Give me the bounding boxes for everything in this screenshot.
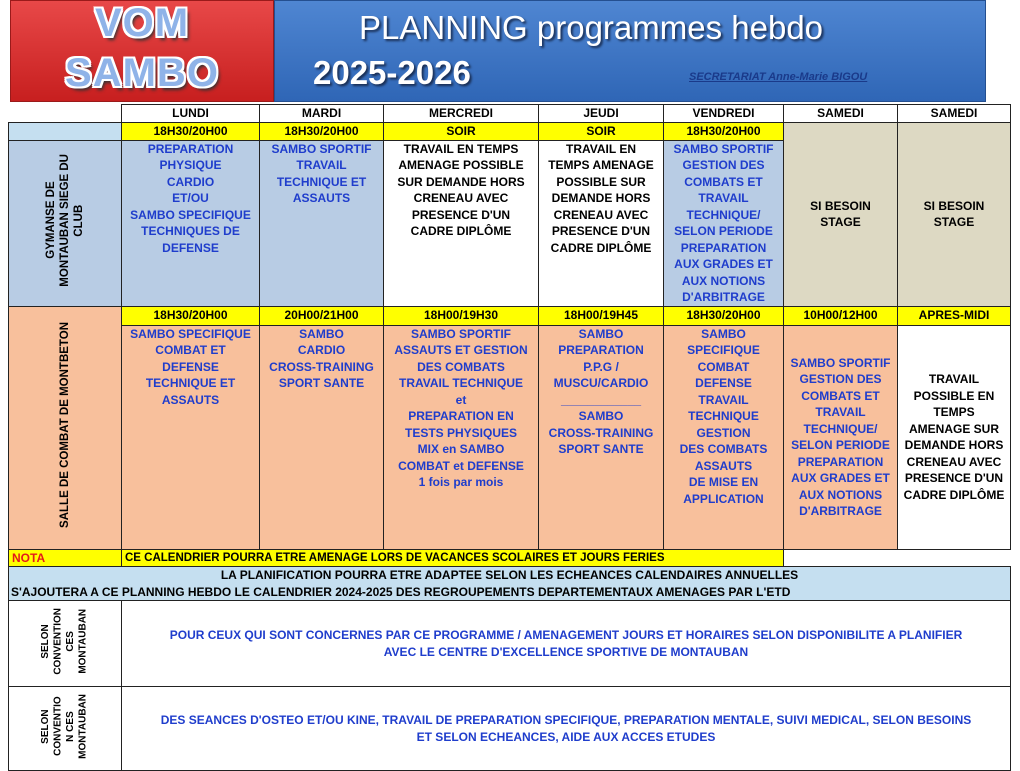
nota-row	[9, 549, 1011, 567]
time-slot: 18H30/20H00	[260, 122, 384, 140]
convention-row-1	[9, 601, 1011, 687]
day-header: VENDREDI	[664, 105, 784, 123]
convention-row-2	[9, 687, 1011, 771]
nota-blank	[784, 549, 1011, 567]
day-header: LUNDI	[122, 105, 260, 123]
brand-banner	[10, 0, 274, 102]
convention-label-1-text: SELON CONVENTION CES MONTAUBAN	[40, 607, 89, 675]
session-cell: SAMBO SPORTIF ASSAUTS ET GESTION DES COMBATS TRAVAIL TECHNIQUE et PREPARATION EN TESTS PHYSIQUES MIX en SAMBO COMBAT et DEFENSE 1 fois par mois	[384, 325, 539, 549]
session-cell: PREPARATION PHYSIQUE CARDIO ET/OU SAMBO SPECIFIQUE TECHNIQUES DE DEFENSE	[122, 140, 260, 306]
salle-venue-text: SALLE DE COMBAT DE MONTBETON	[59, 322, 71, 529]
time-slot: 18H30/20H00	[122, 306, 260, 325]
convention-label-1	[9, 601, 122, 687]
session-cell: SAMBO SPORTIF GESTION DES COMBATS ET TRAVAIL TECHNIQUE/ SELON PERIODE PREPARATION AUX GRADES ET AUX NOTIONS D'ARBITRAGE	[784, 325, 898, 549]
session-cell: SAMBO SPECIFIQUE COMBAT ET DEFENSE TECHNIQUE ET ASSAUTS	[122, 325, 260, 549]
session-cell: TRAVAIL POSSIBLE EN TEMPS AMENAGE SUR DEMANDE HORS CRENEAU AVEC PRESENCE D'UN CADRE DIPLÔME	[898, 325, 1011, 549]
days-row	[9, 105, 1011, 123]
session-cell: SAMBO SPORTIF TRAVAIL TECHNIQUE ET ASSAUTS	[260, 140, 384, 306]
time-slot: SOIR	[384, 122, 539, 140]
salle-times-row	[9, 306, 1011, 325]
gym-venue-label	[9, 140, 122, 306]
salle-content-row	[9, 325, 1011, 549]
info-row	[9, 567, 1011, 601]
time-slot: 10H00/12H00	[784, 306, 898, 325]
time-slot: SOIR	[539, 122, 664, 140]
day-header: SAMEDI	[898, 105, 1011, 123]
convention-text-1: POUR CEUX QUI SONT CONCERNES PAR CE PROGRAMME / AMENAGEMENT JOURS ET HORAIRES SELON DISPONIBILITE A PLANIFIER AVEC LE CENTRE D'EXCELLENCE SPORTIVE DE MONTAUBAN	[122, 601, 1011, 687]
corner-cell	[9, 105, 122, 123]
time-slot: 20H00/21H00	[260, 306, 384, 325]
time-slot: 18H00/19H45	[539, 306, 664, 325]
time-slot: 18H00/19H30	[384, 306, 539, 325]
day-header: JEUDI	[539, 105, 664, 123]
schedule-table	[8, 104, 1011, 771]
page-title: PLANNING programmes hebdo	[359, 9, 824, 46]
nota-label: NOTA	[9, 549, 122, 567]
session-cell: SAMBO PREPARATION P.P.G / MUSCU/CARDIO ____________ SAMBO CROSS-TRAINING SPORT SANTE	[539, 325, 664, 549]
saturday-stage-text: SI BESOIN STAGE	[810, 198, 871, 229]
convention-label-2	[9, 687, 122, 771]
session-cell: TRAVAIL EN TEMPS AMENAGE POSSIBLE SUR DEMANDE HORS CRENEAU AVEC PRESENCE D'UN CADRE DIPLÔME	[384, 140, 539, 306]
secretariat-credit: SECRETARIAT Anne-Marie BIGOU	[689, 71, 868, 83]
time-slot: 18H30/20H00	[122, 122, 260, 140]
convention-label-2-text: SELON CONVENTIO N CES MONTAUBAN	[40, 693, 89, 759]
convention-text-2: DES SEANCES D'OSTEO ET/OU KINE, TRAVAIL DE PREPARATION SPECIFIQUE, PREPARATION MENTALE, SUIVI MEDICAL, SELON BESOINS ET SELON ECHEANCES, AIDE AUX ACCES ETUDES	[122, 687, 1011, 771]
time-slot: APRES-MIDI	[898, 306, 1011, 325]
day-header: MERCREDI	[384, 105, 539, 123]
session-cell: SAMBO SPORTIF GESTION DES COMBATS ET TRAVAIL TECHNIQUE/ SELON PERIODE PREPARATION AUX GRADES ET AUX NOTIONS D'ARBITRAGE	[664, 140, 784, 306]
nota-text: CE CALENDRIER POURRA ETRE AMENAGE LORS DE VACANCES SCOLAIRES ET JOURS FERIES	[122, 549, 784, 567]
session-cell: TRAVAIL EN TEMPS AMENAGE POSSIBLE SUR DEMANDE HORS CRENEAU AVEC PRESENCE D'UN CADRE DIPLÔME	[539, 140, 664, 306]
session-cell: SAMBO SPECIFIQUE COMBAT DEFENSE TRAVAIL TECHNIQUE GESTION DES COMBATS ASSAUTS DE MISE EN APPLICATION	[664, 325, 784, 549]
saturday-stage-cell	[784, 122, 898, 306]
gym-venue-text: GYMANSE DE MONTAUBAN SIEGE DU CLUB	[45, 154, 85, 288]
info-line-2: S'AJOUTERA A CE PLANNING HEBDO LE CALENDRIER 2024-2025 DES REGROUPEMENTS DEPARTEMENTAUX AMENAGES PAR L'ETD	[11, 584, 791, 599]
saturday-stage-text: SI BESOIN STAGE	[923, 198, 985, 229]
title-banner	[274, 0, 986, 102]
day-header: SAMEDI	[784, 105, 898, 123]
gym-time-corner	[9, 122, 122, 140]
session-cell: SAMBO CARDIO CROSS-TRAINING SPORT SANTE	[260, 325, 384, 549]
info-line-1: LA PLANIFICATION POURRA ETRE ADAPTEE SELON LES ECHEANCES CALENDAIRES ANNUELLES	[220, 568, 799, 582]
saturday-stage-cell	[898, 122, 1011, 306]
day-header: MARDI	[260, 105, 384, 123]
brand-line-1: VOM	[94, 1, 190, 45]
time-slot: 18H30/20H00	[664, 122, 784, 140]
brand-line-2: SAMBO	[65, 51, 219, 95]
season-year: 2025-2026	[313, 54, 471, 91]
info-cell	[9, 567, 1011, 601]
salle-venue-label	[9, 306, 122, 549]
time-slot: 18H30/20H00	[664, 306, 784, 325]
gym-times-row	[9, 122, 1011, 140]
